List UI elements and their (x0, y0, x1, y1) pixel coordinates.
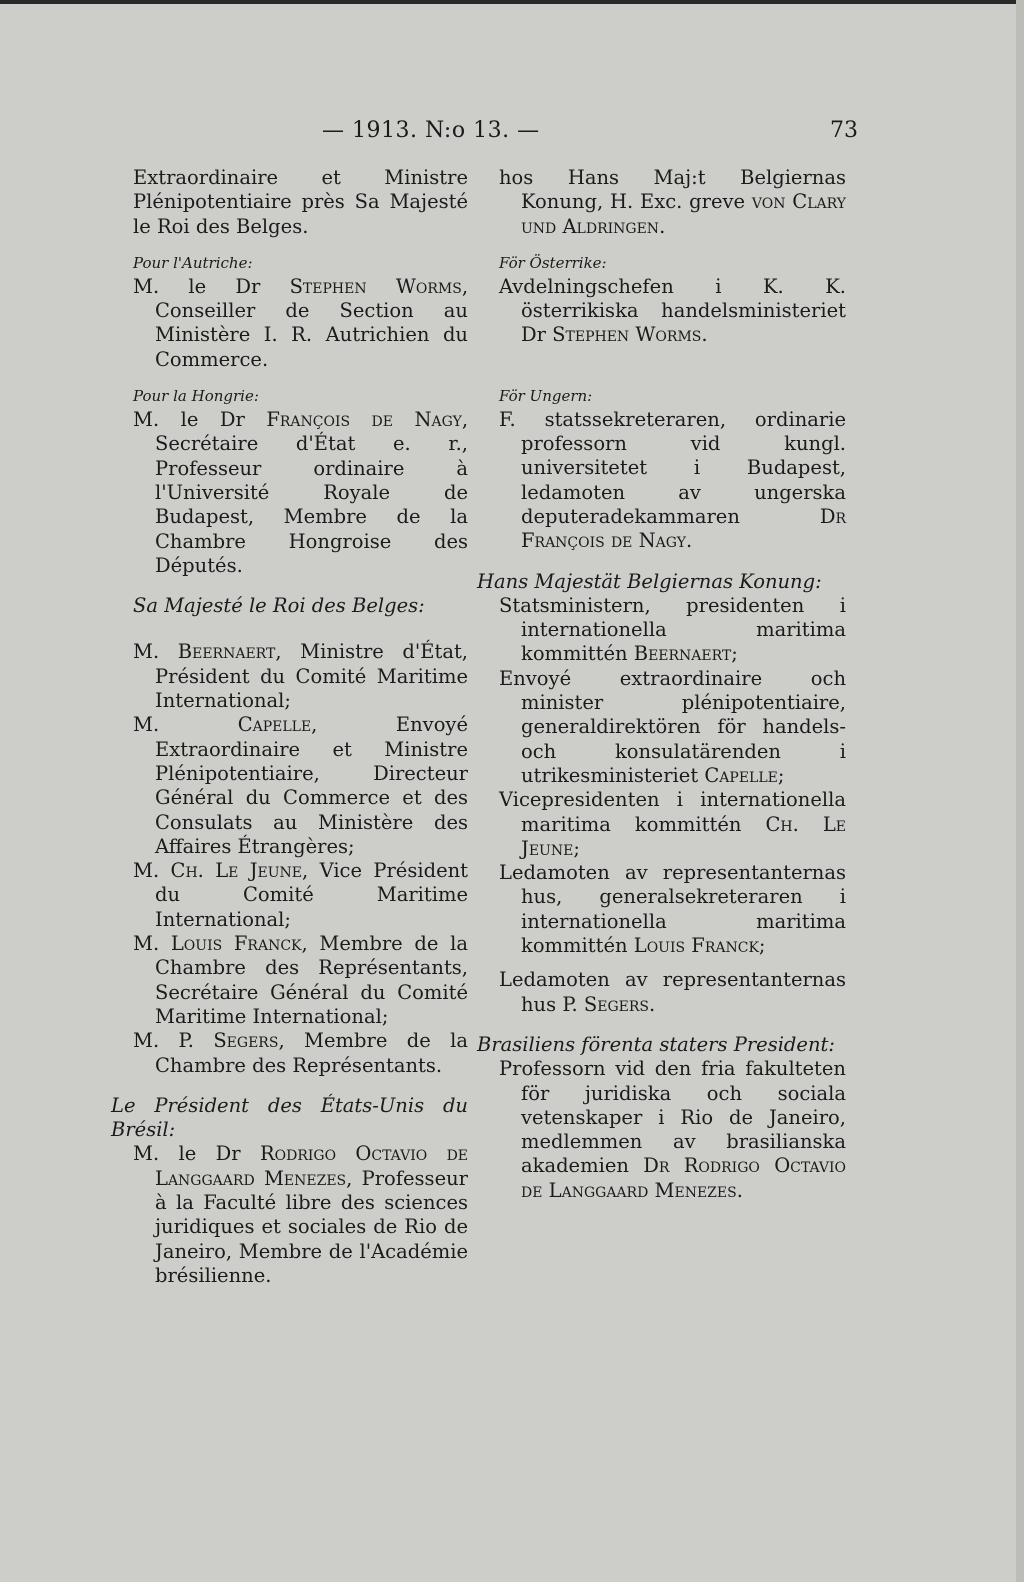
delegate-name: Segers (213, 1029, 279, 1053)
delegate-name: Ch. Le Jeune (170, 859, 303, 883)
belgium-delegate-5-sv: Ledamoten av representanternas hus P. Segers. (499, 968, 846, 1016)
belgium-delegate-3: M. Ch. Le Jeune, Vice Président du Comité Maritime International; (133, 859, 469, 931)
belgium-delegate-4-sv: Ledamoten av representanternas hus, generalsekreteraren i internationella maritima kommittén Louis Franck; (499, 861, 846, 958)
delegate-name: François de Nagy (266, 408, 462, 432)
belgium-delegate-2: M. Capelle, Envoyé Extraordinaire et Ministre Plénipotentiaire, Directeur Général du Commerce et des Consulats au Ministère des Affaires Étrangères; (133, 713, 468, 858)
heading-belgium-sv: Hans Majestät Belgiernas Konung: (477, 569, 822, 593)
delegate-name: Louis Franck (633, 934, 759, 958)
belgium-delegate-4: M. Louis Franck, Membre de la Chambre des Représentants, Secrétaire Général du Comité Maritime International; (133, 932, 468, 1028)
delegate-name: Stephen Worms (289, 274, 462, 298)
brazil-paragraph: M. le Dr Rodrigo Octavio de Langgaard Menezes, Professeur à la Faculté libre des sciences juridiques et sociales de Rio de Janeiro, Membre de l'Académie brésilienne. (133, 1142, 469, 1287)
belgium-delegate-1-sv: Statsministern, presidenten i internationella maritima kommittén Beernaert; (499, 593, 846, 666)
belgium-delegate-5: M. P. Segers, Membre de la Chambre des Représentants. (133, 1029, 469, 1077)
delegate-name: Louis Franck (170, 932, 302, 956)
french-column (111, 166, 469, 1288)
ministre-paragraph: Extraordinaire et Ministre Plénipotentiaire près Sa Majesté le Roi des Belges. (133, 166, 468, 238)
heading-hungary-sv: För Ungern: (499, 386, 593, 405)
delegate-name: von Clary und Aldringen (521, 190, 846, 238)
right-page-edge (1016, 0, 1024, 1582)
austria-paragraph: M. le Dr Stephen Worms, Conseiller de Section au Ministère I. R. Autrichien du Commerce. (133, 274, 469, 371)
heading-brazil-sv: Brasiliens förenta staters President: (477, 1032, 835, 1056)
delegate-name: Dr Rodrigo Octavio de Langgaard Menezes (521, 1154, 846, 1202)
heading-hungary: Pour la Hongrie: (133, 387, 259, 406)
swedish-column (477, 166, 846, 1203)
heading-belgium: Sa Majesté le Roi des Belges: (133, 594, 425, 618)
delegate-name: Beernaert (177, 640, 276, 664)
belgium-delegate-1: M. Beernaert, Ministre d'État, Président du Comité Maritime International; (133, 640, 468, 713)
delegate-name: Stephen Worms (552, 323, 702, 347)
hungary-paragraph-sv: F. statssekreteraren, ordinarie professorn vid kungl. universitetet i Budapest, ledamoten av ungerska deputeradekammaren Dr François de Nagy. (499, 407, 846, 553)
delegate-name: Capelle (704, 763, 778, 787)
delegate-name: Beernaert (633, 642, 732, 666)
top-edge-rule (0, 0, 1024, 4)
delegate-name: Dr François de Nagy (521, 504, 846, 553)
page-header (0, 118, 1024, 148)
delegate-name: Segers (583, 992, 650, 1016)
running-title: — 1913. N:o 13. — (322, 118, 540, 143)
belgium-delegate-3-sv: Vicepresidenten i internationella maritima kommittén Ch. Le Jeune; (499, 788, 846, 860)
page-number: 73 (830, 118, 858, 143)
austria-paragraph-sv: Avdelningschefen i K. K. österrikiska handelsministeriet Dr Stephen Worms. (499, 274, 846, 347)
delegate-name: Rodrigo Octavio de Langgaard Menezes (155, 1142, 469, 1190)
heading-austria: Pour l'Autriche: (133, 253, 253, 272)
delegate-name: Capelle (237, 713, 312, 737)
ministre-paragraph-sv: hos Hans Maj:t Belgiernas Konung, H. Exc. greve von Clary und Aldringen. (499, 166, 846, 238)
brazil-paragraph-sv: Professorn vid den fria fakulteten för juridiska och sociala vetenskaper i Rio de Janeiro, medlemmen av brasilianska akademien Dr Rodrigo Octavio de Langgaard Menezes. (499, 1057, 846, 1202)
belgium-delegate-2-sv: Envoyé extraordinaire och minister plénipotentiaire, generaldirektören för handels- och konsulatärenden i utrikesministeriet Capelle; (499, 666, 846, 787)
heading-brazil: Le Président des États-Unis du Brésil: (111, 1093, 468, 1142)
heading-austria-sv: För Österrike: (499, 253, 607, 272)
delegate-name: Ch. Le Jeune (521, 812, 846, 860)
hungary-paragraph: M. le Dr François de Nagy, Secrétaire d'État e. r., Professeur ordinaire à l'Université Royale de Budapest, Membre de la Chambre Hongroise des Députés. (133, 408, 469, 577)
